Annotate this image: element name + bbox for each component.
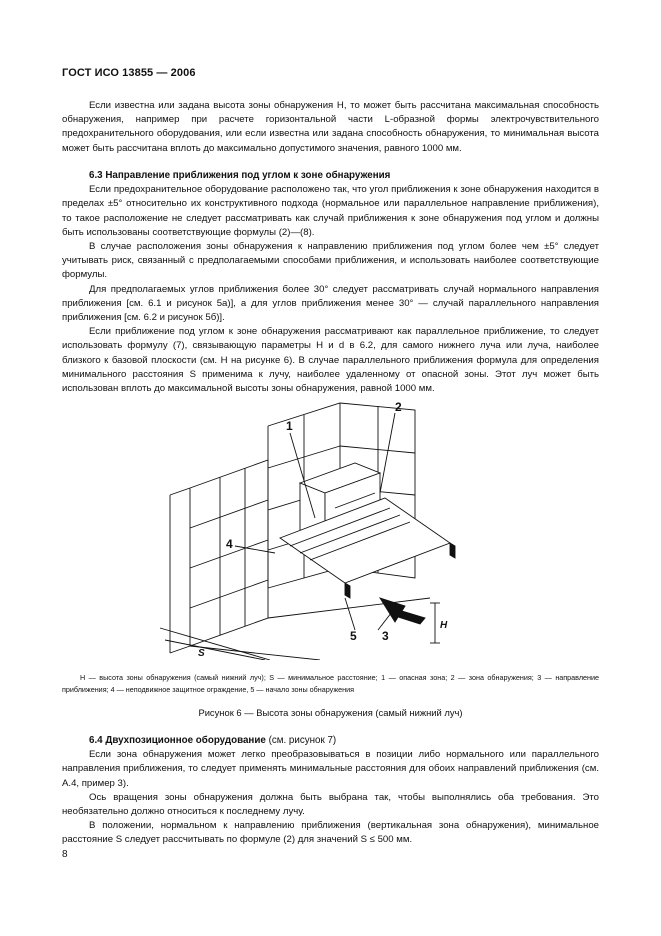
label-h: H	[440, 620, 448, 631]
fixed-guard-grid	[170, 460, 268, 653]
section-6-4	[62, 734, 599, 848]
section-6-3-paragraph-3: Для предполагаемых углов приближения более 30° следует рассматривать случай нормального направления приближения [см. 6.1 и рисунок 5а)], а для углов приближения менее 30° — случай параллельного направления приближения [см. 6.2 и рисунок 5б)].	[62, 283, 599, 324]
section-6-4-paragraph-3: В положении, нормальном к направлению приближения (вертикальная зона обнаружения), минимальное расстояние S следует рассчитывать по формуле (2) для значений S ≤ 500 мм.	[62, 820, 599, 846]
leader-2	[380, 413, 395, 493]
leader-3	[378, 608, 395, 630]
intro-paragraph: Если известна или задана высота зоны обнаружения H, то может быть рассчитана максимальная способность обнаружения, например при расчете горизонтальной части L-образной формы электрочувствительного предохранительного оборудования, или если известна или задана способность обнаружения, то минимальная высота может быть рассчитана вплоть до максимально допустимого значения, равного 1000 мм.	[62, 100, 599, 154]
page-number: 8	[62, 849, 68, 860]
approach-direction-arrow-icon	[380, 598, 425, 624]
callout-5: 5	[350, 629, 357, 643]
callout-1: 1	[286, 419, 293, 433]
figure-6-diagram	[150, 398, 480, 660]
section-6-3-heading: 6.3 Направление приближения под углом к зоне обнаружения	[89, 170, 391, 181]
figure-caption: Рисунок 6 — Высота зоны обнаружения (самый нижний луч)	[198, 707, 463, 718]
section-6-3-paragraph-4: Если приближение под углом к зоне обнаружения рассматривают как параллельное приближение, то следует использовать формулу (7), связывающую параметры H и d в 6.2, для самого нижнего луча или луча, наиболее близкого к базовой плоскости (см. H на рисунке 6). В случае параллельного приближения формула для определения минимального расстояния S применима к лучу, наиболее удаленному от опасной зоны. Этот луч может быть использован вплоть до максимальной высоты зоны обнаружения, равной 1000 мм.	[62, 326, 599, 395]
section-6-3	[62, 169, 599, 396]
figure-legend: H — высота зоны обнаружения (самый нижний луч); S — минимальное расстояние; 1 — опасная зона; 2 — зона обнаружения; 3 — направление приближения; 4 — неподвижное защитное ограждение, 5 — начало зоны обнаружения	[62, 673, 599, 694]
intro-section	[62, 99, 599, 156]
section-6-4-paragraph-2: Ось вращения зоны обнаружения должна быть выбрана так, чтобы выполнялись оба требования. Это необязательно должно относиться к последнему лучу.	[62, 791, 599, 818]
section-6-3-paragraph-2: В случае расположения зоны обнаружения к направлению приближения под углом более чем ±5° следует учитывать риск, связанный с предполагаемыми способами приближения, и использовать наиболее соответствующие формулы.	[62, 241, 599, 281]
section-6-4-heading	[62, 734, 599, 748]
callout-3: 3	[382, 629, 389, 643]
callout-2: 2	[395, 400, 402, 414]
label-s: S	[198, 648, 205, 659]
leader-5	[345, 598, 355, 630]
dimension-s	[165, 640, 265, 660]
standard-header: ГОСТ ИСО 13855 — 2006	[62, 67, 196, 79]
dimension-h	[430, 603, 440, 643]
section-6-4-paragraph-1: Если зона обнаружения может легко преобразовываться в позиции либо нормального или параллельного направления приближения, то следует применять минимальные расстояния для обоих направлений приближения (см. А.4, пример 3).	[62, 749, 599, 789]
section-6-4-heading-title: 6.4 Двухпозиционное оборудование	[89, 735, 266, 746]
section-6-3-paragraph-1: Если предохранительное оборудование расположено так, что угол приближения к зоне обнаружения находится в пределах ±5° относительно их конструктивного подхода (нормальное или параллельное направление приближения), то такое расположение не следует рассматривать как случай приближения к зоне обнаружения под углом и должны быть использованы соответствующие формулы (2)—(8).	[62, 184, 599, 238]
section-6-4-heading-ref: (см. рисунок 7)	[268, 735, 337, 746]
callout-4: 4	[226, 537, 233, 551]
